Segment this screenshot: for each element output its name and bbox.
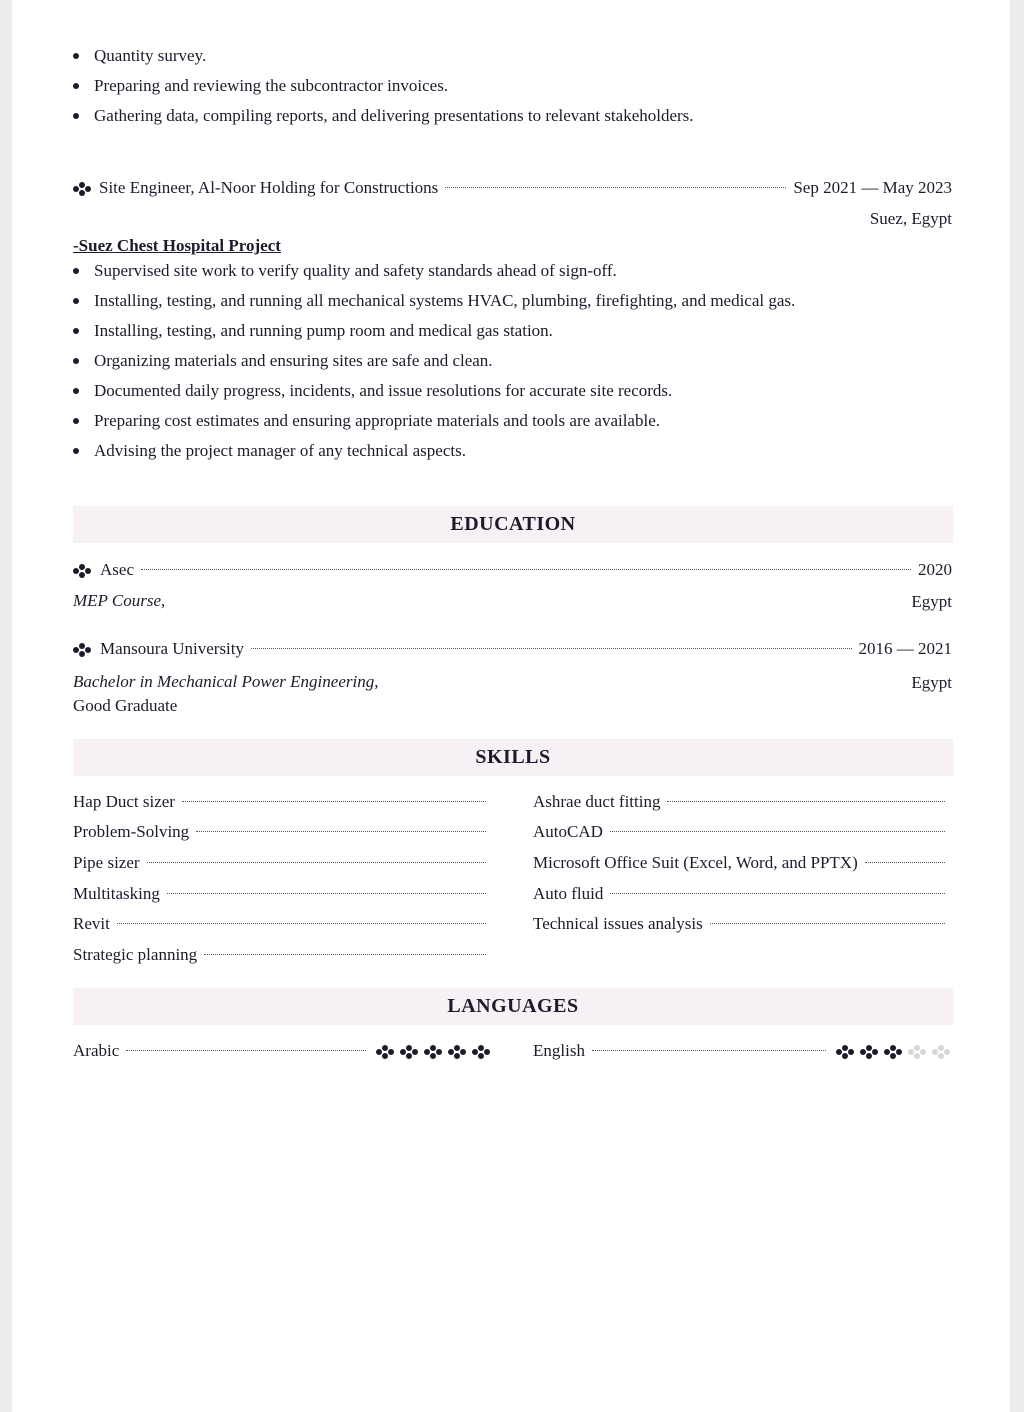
skill-item	[73, 853, 493, 873]
skill-item	[73, 914, 493, 934]
list-item: Quantity survey.	[12, 41, 694, 71]
leader-dots	[117, 923, 486, 924]
skill-label: Problem-Solving	[73, 822, 190, 841]
language-item	[73, 1041, 373, 1061]
skill-label: Revit	[73, 914, 110, 933]
leader-dots	[610, 893, 945, 894]
leader-dots	[126, 1050, 366, 1051]
list-item: Gathering data, compiling reports, and delivering presentations to relevant stakeholders.	[12, 101, 694, 131]
education-location: Egypt	[911, 592, 952, 611]
leader-dots	[865, 862, 945, 863]
leader-dots	[204, 954, 486, 955]
rating-dot-icon	[932, 1045, 952, 1059]
skill-item	[533, 884, 952, 904]
skill-item	[73, 792, 493, 812]
list-item: Supervised site work to verify quality and safety standards ahead of sign-off.	[12, 256, 795, 286]
leader-dots	[592, 1050, 826, 1051]
list-item: Preparing and reviewing the subcontractor invoices.	[12, 71, 694, 101]
skill-item	[533, 792, 952, 812]
skill-label: Ashrae duct fitting	[533, 792, 661, 811]
flower-bullet-icon	[73, 182, 93, 196]
degree: MEP Course,	[73, 591, 166, 610]
leader-dots	[141, 569, 911, 570]
leader-dots	[610, 831, 945, 832]
job-location: Suez, Egypt	[869, 209, 952, 228]
rating-dot-icon	[884, 1045, 904, 1059]
leader-dots	[445, 187, 786, 188]
rating-dot-icon	[860, 1045, 880, 1059]
list-item: Documented daily progress, incidents, and issue resolutions for accurate site records.	[12, 376, 795, 406]
skill-item	[533, 914, 952, 934]
education-location: Egypt	[911, 673, 952, 692]
leader-dots	[196, 831, 486, 832]
previous-job-bullets	[12, 41, 694, 131]
leader-dots	[167, 893, 486, 894]
skill-item	[73, 884, 493, 904]
rating-dot-icon	[424, 1045, 444, 1059]
skill-item	[73, 822, 493, 842]
rating-dot-icon	[908, 1045, 928, 1059]
language-name: Arabic	[73, 1041, 120, 1060]
education-date: 2016 — 2021	[858, 639, 952, 658]
skill-label: Hap Duct sizer	[73, 792, 175, 811]
job-title-row	[99, 178, 952, 198]
skills-heading: SKILLS	[73, 739, 953, 776]
education-date: 2020	[918, 560, 952, 579]
education-heading: EDUCATION	[73, 506, 953, 543]
job-title: Site Engineer, Al-Noor Holding for Constructions	[99, 178, 439, 197]
school-name: Mansoura University	[100, 639, 245, 658]
leader-dots	[667, 801, 945, 802]
skill-item	[533, 853, 952, 873]
project-name: -Suez Chest Hospital Project	[73, 236, 281, 255]
rating-dot-icon	[836, 1045, 856, 1059]
flower-bullet-icon	[73, 643, 93, 657]
leader-dots	[710, 923, 945, 924]
list-item: Preparing cost estimates and ensuring appropriate materials and tools are available.	[12, 406, 795, 436]
leader-dots	[182, 801, 486, 802]
skill-label: Auto fluid	[533, 884, 604, 903]
list-item: Installing, testing, and running all mechanical systems HVAC, plumbing, firefighting, and medical gas.	[12, 286, 795, 316]
skill-item	[73, 945, 493, 965]
languages-heading: LANGUAGES	[73, 988, 953, 1025]
list-item: Organizing materials and ensuring sites are safe and clean.	[12, 346, 795, 376]
flower-bullet-icon	[73, 564, 93, 578]
job-bullets	[12, 256, 795, 466]
list-item: Advising the project manager of any technical aspects.	[12, 436, 795, 466]
rating-dot-icon	[376, 1045, 396, 1059]
rating-dot-icon	[448, 1045, 468, 1059]
skill-label: Technical issues analysis	[533, 914, 703, 933]
language-item	[533, 1041, 833, 1061]
skill-label: Multitasking	[73, 884, 160, 903]
education-note: Good Graduate	[73, 696, 178, 715]
education-row	[100, 639, 952, 659]
rating-dot-icon	[400, 1045, 420, 1059]
leader-dots	[147, 862, 486, 863]
school-name: Asec	[100, 560, 134, 579]
resume-page	[12, 0, 1010, 1412]
degree: Bachelor in Mechanical Power Engineering,	[73, 672, 379, 691]
skill-label: AutoCAD	[533, 822, 603, 841]
list-item: Installing, testing, and running pump room and medical gas station.	[12, 316, 795, 346]
job-dates: Sep 2021 — May 2023	[793, 178, 952, 197]
language-rating	[836, 1045, 956, 1059]
language-name: English	[533, 1041, 585, 1060]
education-row	[100, 560, 952, 580]
rating-dot-icon	[472, 1045, 492, 1059]
skill-label: Pipe sizer	[73, 853, 140, 872]
language-rating	[376, 1045, 496, 1059]
skill-label: Strategic planning	[73, 945, 198, 964]
skill-item	[533, 822, 952, 842]
skill-label: Microsoft Office Suit (Excel, Word, and PPTX)	[533, 853, 858, 872]
leader-dots	[251, 648, 851, 649]
